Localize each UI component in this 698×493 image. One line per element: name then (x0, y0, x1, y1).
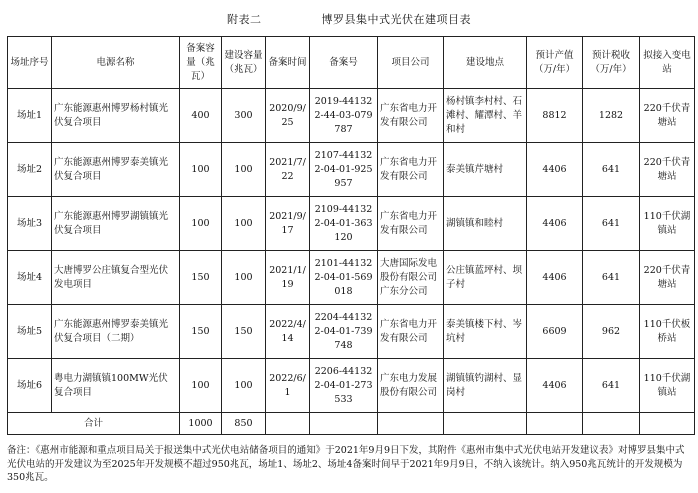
header-cell: 备案容量（兆瓦） (180, 37, 222, 89)
site-cell: 场址6 (8, 359, 52, 413)
site-cell: 场址4 (8, 251, 52, 305)
tax-cell: 641 (583, 359, 640, 413)
table-row (8, 305, 695, 359)
site-cell: 场址1 (8, 89, 52, 143)
table-row (8, 251, 695, 305)
tax-cell: 641 (583, 197, 640, 251)
filing-number-cell: 2019-441322-44-03-079787 (310, 89, 378, 143)
location-cell: 泰美镇楼下村、岑坑村 (444, 305, 527, 359)
location-cell: 湖镇镇钓湖村、显岗村 (444, 359, 527, 413)
project-name-cell: 广东能源惠州博罗杨村镇光伏复合项目 (52, 89, 180, 143)
filing-number-cell: 2109-441322-04-01-363120 (310, 197, 378, 251)
table-title (0, 11, 698, 27)
filing-date-cell: 2020/9/25 (266, 89, 310, 143)
filing-number-cell: 2204-441322-04-01-739748 (310, 305, 378, 359)
tax-cell: 1282 (583, 89, 640, 143)
filed-capacity-cell: 100 (180, 143, 222, 197)
total-built-capacity: 850 (222, 413, 266, 435)
filed-capacity-cell: 150 (180, 251, 222, 305)
location-cell: 泰美镇芹塘村 (444, 143, 527, 197)
location-cell: 公庄镇蓝坪村、坝子村 (444, 251, 527, 305)
filing-date-cell: 2021/9/17 (266, 197, 310, 251)
filing-date-cell: 2022/4/14 (266, 305, 310, 359)
filing-date-cell: 2022/6/1 (266, 359, 310, 413)
appendix-label: 附表二 (227, 13, 262, 26)
company-cell: 广东省电力开发有限公司 (378, 305, 444, 359)
output-value-cell: 8812 (527, 89, 583, 143)
header-cell: 备案号 (310, 37, 378, 89)
filing-number-cell: 2107-441322-04-01-925957 (310, 143, 378, 197)
built-capacity-cell: 100 (222, 197, 266, 251)
company-cell: 大唐国际发电股份有限公司广东分公司 (378, 251, 444, 305)
site-cell: 场址2 (8, 143, 52, 197)
site-cell: 场址3 (8, 197, 52, 251)
substation-cell: 220千伏青塘站 (640, 89, 695, 143)
built-capacity-cell: 300 (222, 89, 266, 143)
header-cell: 备案时间 (266, 37, 310, 89)
filed-capacity-cell: 100 (180, 197, 222, 251)
filed-capacity-cell: 100 (180, 359, 222, 413)
built-capacity-cell: 150 (222, 305, 266, 359)
project-name-cell: 大唐博罗公庄镇复合型光伏发电项目 (52, 251, 180, 305)
table-row (8, 143, 695, 197)
header-row (8, 37, 695, 89)
substation-cell: 220千伏青塘站 (640, 251, 695, 305)
total-label: 合计 (8, 413, 180, 435)
built-capacity-cell: 100 (222, 251, 266, 305)
location-cell: 湖镇镇和睦村 (444, 197, 527, 251)
substation-cell: 110千伏板桥站 (640, 305, 695, 359)
header-cell: 拟接入变电站 (640, 37, 695, 89)
header-cell: 预计产值（万/年） (527, 37, 583, 89)
output-value-cell: 4406 (527, 143, 583, 197)
header-cell: 预计税收（万/年） (583, 37, 640, 89)
output-value-cell: 4406 (527, 359, 583, 413)
filed-capacity-cell: 400 (180, 89, 222, 143)
table-row (8, 359, 695, 413)
project-name-cell: 广东能源惠州博罗泰美镇光伏复合项目 (52, 143, 180, 197)
filing-number-cell: 2101-441322-04-01-569018 (310, 251, 378, 305)
output-value-cell: 6609 (527, 305, 583, 359)
output-value-cell: 4406 (527, 251, 583, 305)
filed-capacity-cell: 150 (180, 305, 222, 359)
built-capacity-cell: 100 (222, 143, 266, 197)
table-row (8, 89, 695, 143)
company-cell: 广东电力发展股份有限公司 (378, 359, 444, 413)
total-row (8, 413, 695, 435)
company-cell: 广东省电力开发有限公司 (378, 89, 444, 143)
table-row (8, 197, 695, 251)
project-name-cell: 广东能源惠州博罗湖镇镇光伏复合项目 (52, 197, 180, 251)
substation-cell: 220千伏青塘站 (640, 143, 695, 197)
filing-number-cell: 2206-441322-04-01-273533 (310, 359, 378, 413)
total-filed-capacity: 1000 (180, 413, 222, 435)
built-capacity-cell: 100 (222, 359, 266, 413)
company-cell: 广东省电力开发有限公司 (378, 197, 444, 251)
title-text: 博罗县集中式光伏在建项目表 (321, 13, 471, 26)
substation-cell: 110千伏湖镇站 (640, 359, 695, 413)
project-name-cell: 广东能源惠州博罗泰美镇光伏复合项目（二期） (52, 305, 180, 359)
company-cell: 广东省电力开发有限公司 (378, 143, 444, 197)
project-name-cell: 粤电力湖镇镇100MW光伏复合项目 (52, 359, 180, 413)
filing-date-cell: 2021/1/19 (266, 251, 310, 305)
header-cell: 场址序号 (8, 37, 52, 89)
header-cell: 建设容量（兆瓦） (222, 37, 266, 89)
header-cell: 项目公司 (378, 37, 444, 89)
tax-cell: 962 (583, 305, 640, 359)
project-table (7, 36, 695, 435)
tax-cell: 641 (583, 251, 640, 305)
site-cell: 场址5 (8, 305, 52, 359)
output-value-cell: 4406 (527, 197, 583, 251)
substation-cell: 110千伏湖镇站 (640, 197, 695, 251)
tax-cell: 641 (583, 143, 640, 197)
header-cell: 建设地点 (444, 37, 527, 89)
location-cell: 杨村镇李村村、石滩村、耀潭村、羊和村 (444, 89, 527, 143)
footnote: 备注：《惠州市能源和重点项目局关于报送集中式光伏电站储备项目的通知》于2021年9月9日下发，其附件《惠州市集中式光伏电站开发建议表》对博罗县集中式光伏电站的开发建议为至2025年开发规模不超过950兆瓦，场址1、场址2、场址4备案时间早于2021年9月9日，不纳入该统计。纳入950兆瓦统计的开发规模为350兆瓦。 (7, 445, 685, 483)
header-cell: 电源名称 (52, 37, 180, 89)
filing-date-cell: 2021/7/22 (266, 143, 310, 197)
